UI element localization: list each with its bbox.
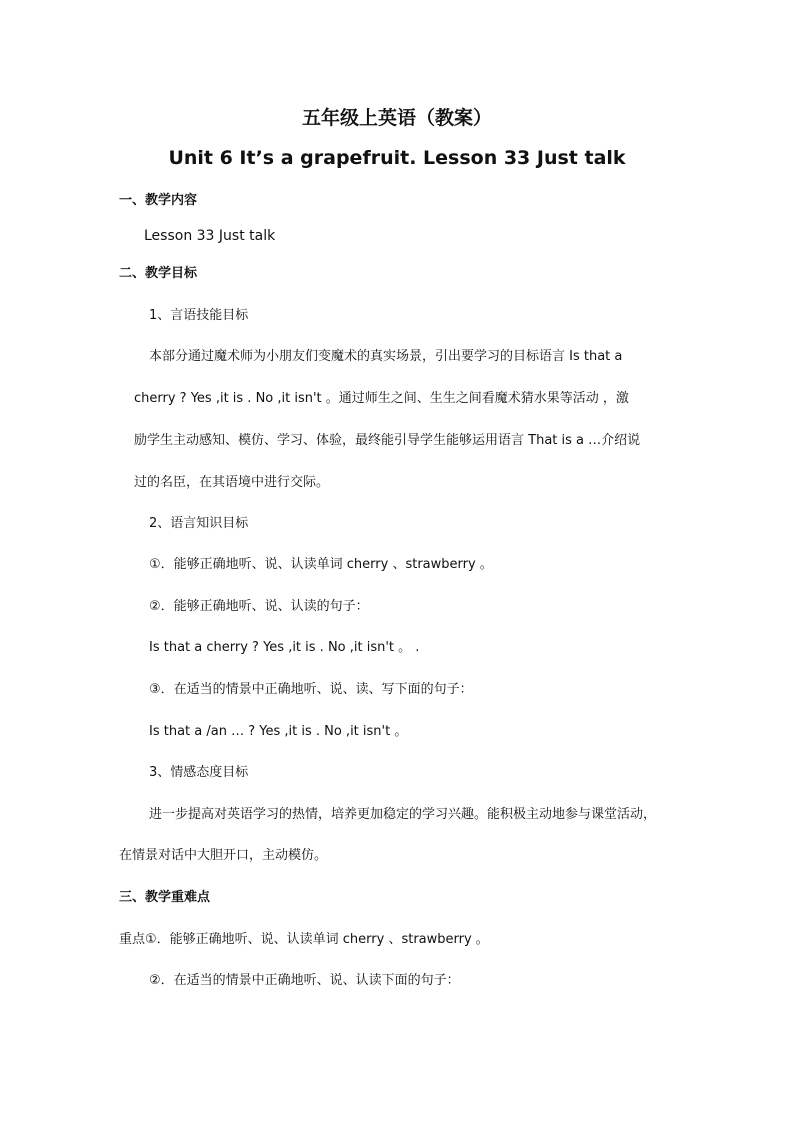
objective-1-paragraph-line: 本部分通过魔术师为小朋友们变魔术的真实场景，引出要学习的目标语言 Is that a bbox=[149, 349, 623, 364]
objective-1-paragraph-line: 励学生主动感知、模仿、学习、体验，最终能引导学生能够运用语言 That is a …介绍说 bbox=[134, 433, 641, 448]
knowledge-item-3-example: Is that a /an … ? Yes ,it is . No ,it isn't 。 bbox=[149, 724, 408, 739]
lesson-content: Lesson 33 Just talk bbox=[144, 228, 276, 244]
objective-3-paragraph-line: 进一步提高对英语学习的热情，培养更加稳定的学习兴趣。能积极主动地参与课堂活动， bbox=[149, 807, 657, 822]
knowledge-item-1: ①．能够正确地听、说、认读单词 cherry 、strawberry 。 bbox=[149, 557, 493, 572]
knowledge-item-2: ②．能够正确地听、说、认读的句子： bbox=[149, 599, 369, 614]
objective-3-paragraph-line: 在情景对话中大胆开口，主动模仿。 bbox=[119, 848, 328, 863]
objective-1-heading: 1、言语技能目标 bbox=[149, 308, 249, 323]
document-title: 五年级上英语（教案） bbox=[301, 107, 492, 129]
knowledge-item-3: ③．在适当的情景中正确地听、说、读、写下面的句子： bbox=[149, 682, 473, 697]
objective-1-paragraph-line: 过的名臣，在其语境中进行交际。 bbox=[134, 475, 330, 490]
key-point-1: 重点①．能够正确地听、说、认读单词 cherry 、strawberry 。 bbox=[119, 932, 489, 947]
knowledge-item-2-example: Is that a cherry ? Yes ,it is . No ,it isn't 。 . bbox=[149, 640, 420, 655]
section-heading-key-points: 三、教学重难点 bbox=[119, 890, 211, 905]
objective-3-heading: 3、情感态度目标 bbox=[149, 765, 249, 780]
objective-1-paragraph-line: cherry ? Yes ,it is . No ,it isn't 。通过师生之间、生生之间看魔术猜水果等活动 ，激 bbox=[134, 391, 629, 406]
document-subtitle: Unit 6 It’s a grapefruit. Lesson 33 Just talk bbox=[168, 147, 626, 169]
objective-2-heading: 2、语言知识目标 bbox=[149, 516, 249, 531]
section-heading-objectives: 二、教学目标 bbox=[119, 266, 198, 281]
key-point-2: ②．在适当的情景中正确地听、说、认读下面的句子： bbox=[149, 973, 460, 988]
section-heading-content: 一、教学内容 bbox=[119, 193, 198, 208]
